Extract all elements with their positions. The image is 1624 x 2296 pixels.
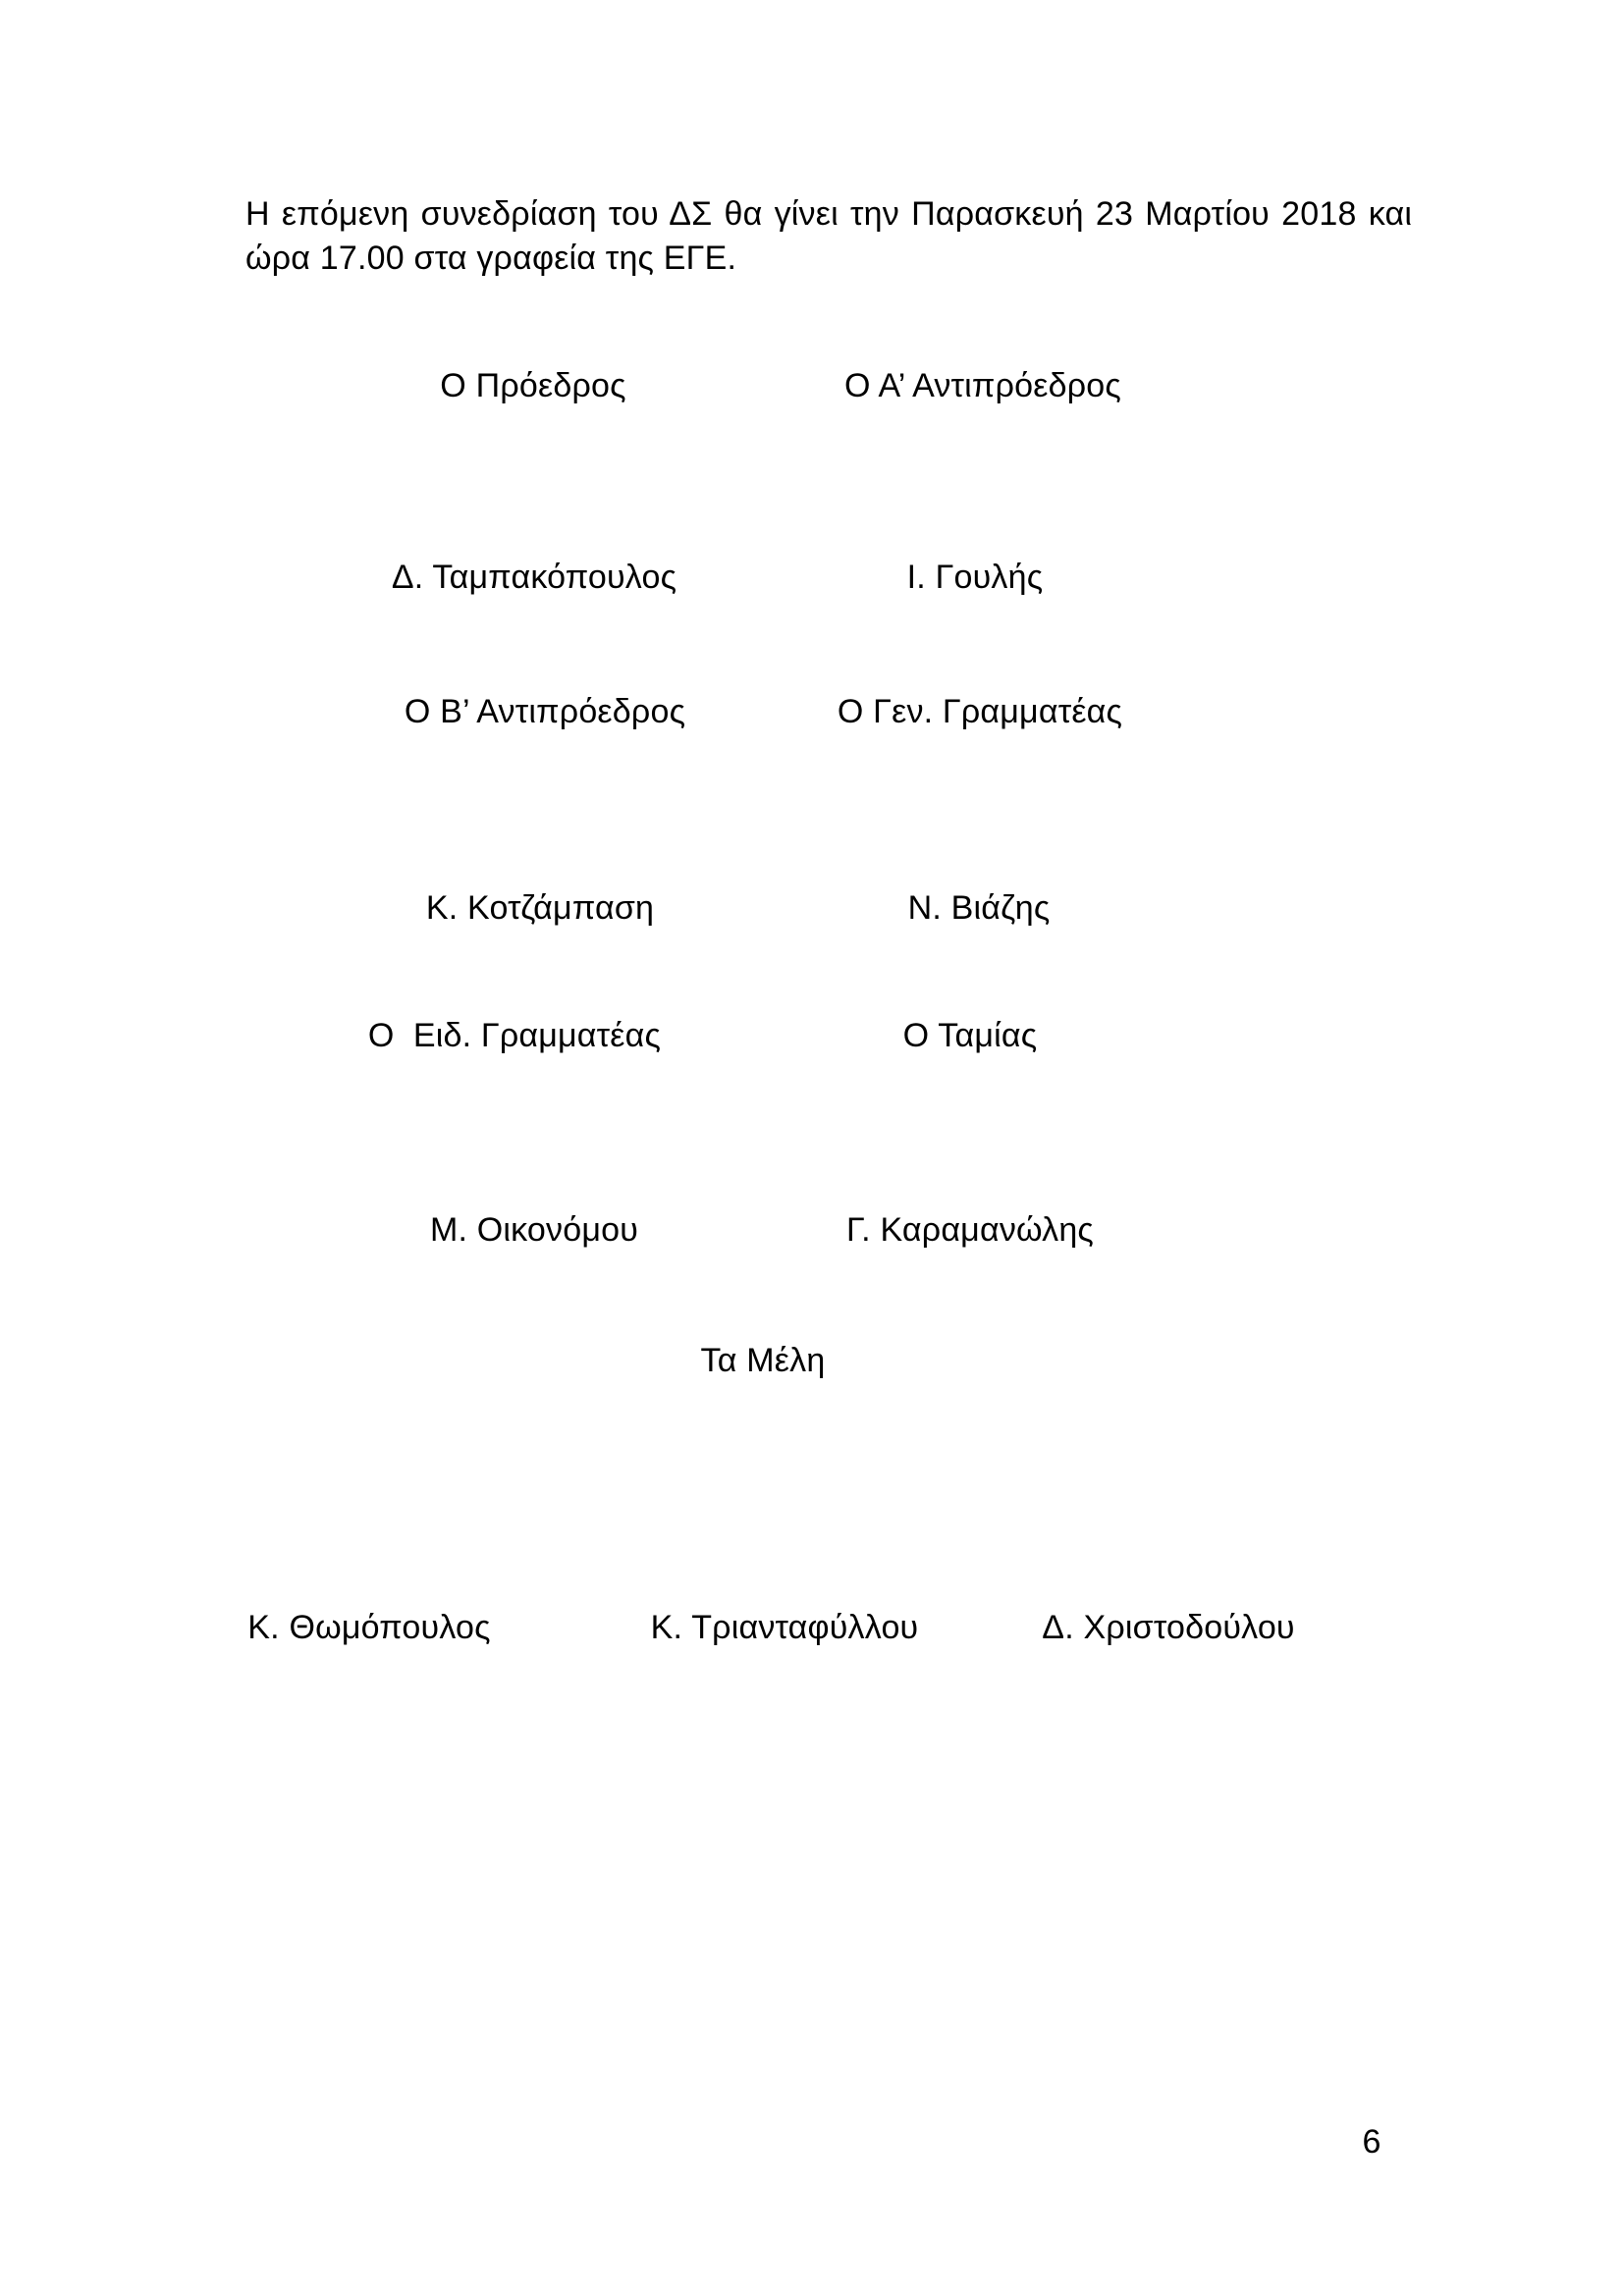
signature-title-president: Ο Πρόεδρος xyxy=(440,367,626,404)
signature-title-general-secretary: Ο Γεν. Γραμματέας xyxy=(837,693,1123,730)
signature-name-special-secretary: Μ. Οικονόμου xyxy=(429,1211,639,1249)
signature-name-president: Δ. Ταμπακόπουλος xyxy=(391,559,677,596)
paragraph-line-1: Η επόμενη συνεδρίαση του ΔΣ θα γίνει την Παρασκευή 23 Μαρτίου 2018 και xyxy=(245,195,1413,233)
member-name-2: Κ. Τριανταφύλλου xyxy=(650,1609,919,1646)
page-number: 6 xyxy=(1362,2123,1381,2161)
signature-name-second-vice-president: Κ. Κοτζάμπαση xyxy=(425,889,655,927)
signature-name-first-vice-president: Ι. Γουλής xyxy=(906,559,1044,596)
member-name-1: Κ. Θωμόπουλος xyxy=(247,1609,491,1646)
signature-title-special-secretary: Ο Ειδ. Γραμματέας xyxy=(367,1017,662,1054)
signature-title-second-vice-president: Ο Β’ Αντιπρόεδρος xyxy=(404,693,686,730)
members-heading: Τα Μέλη xyxy=(700,1342,826,1379)
signature-title-first-vice-president: Ο Α’ Αντιπρόεδρος xyxy=(844,367,1121,404)
paragraph-line-2: ώρα 17.00 στα γραφεία της ΕΓΕ. xyxy=(245,240,737,277)
signature-name-treasurer: Γ. Καραμανώλης xyxy=(845,1211,1095,1249)
signature-name-general-secretary: Ν. Βιάζης xyxy=(907,889,1051,927)
closing-paragraph xyxy=(245,192,1424,281)
member-name-3: Δ. Χριστοδούλου xyxy=(1042,1609,1295,1646)
signature-title-treasurer: Ο Ταμίας xyxy=(902,1017,1038,1054)
